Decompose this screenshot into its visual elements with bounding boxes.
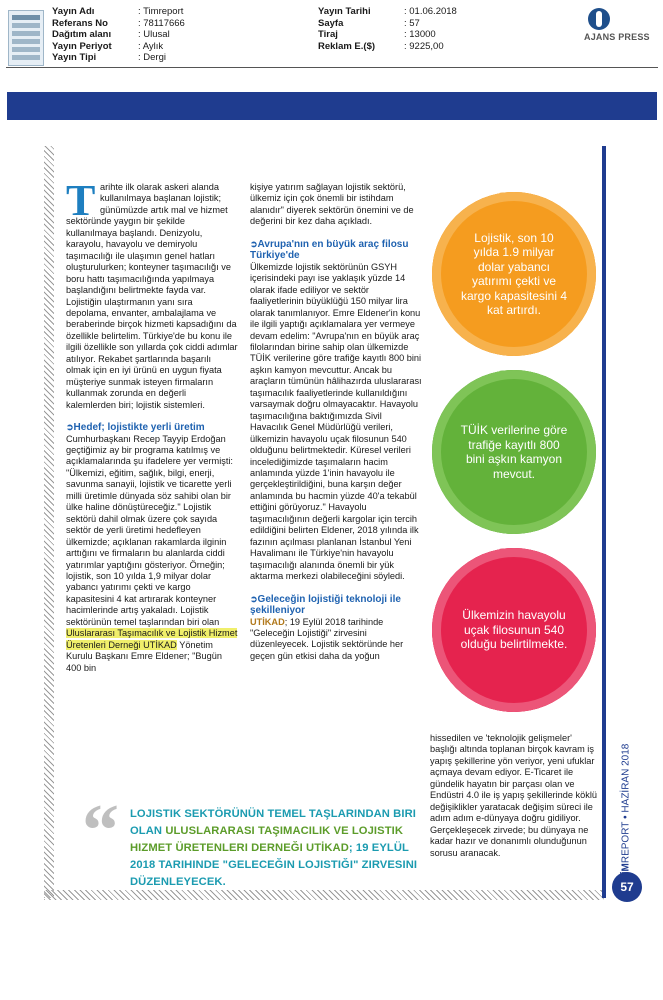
- arrow-circle-icon: ➲: [250, 238, 258, 249]
- paragraph: [250, 262, 422, 583]
- right-frame-bar: [602, 146, 606, 898]
- callout-circle-green: [432, 370, 596, 534]
- meta-row: [318, 18, 457, 30]
- meta-label: Sayfa: [318, 17, 344, 29]
- meta-row: [52, 29, 185, 41]
- callout-circle-orange: [432, 192, 596, 356]
- pull-quote-text: ; 19 EYLÜL 2018 TARIHINDE "GELECEĞIN LOJISTIĞI" ZIRVESINI DÜZENLEYECEK.: [130, 842, 418, 888]
- meta-row: [52, 18, 185, 30]
- article-column-2: [250, 182, 422, 662]
- meta-label: Reklam E.($): [318, 40, 376, 52]
- issue-date: HAZİRAN 2018: [620, 743, 632, 813]
- meta-row: [318, 6, 457, 18]
- article-column-1: [66, 176, 238, 674]
- pull-quote-text: LOJISTIK SEKTÖRÜNÜN TEMEL TAŞLARINDAN BIRI OLAN: [130, 808, 416, 837]
- meta-label: Dağıtım alanı: [52, 29, 112, 40]
- subheading-yerli-uretim: [66, 422, 238, 434]
- subheading-text: Geleceğin lojistiği teknoloji ile şekilleniyor: [250, 593, 401, 616]
- subheading-teknoloji: [250, 594, 422, 617]
- drop-cap: T: [66, 176, 96, 225]
- article-column-3: [430, 733, 598, 859]
- meta-label: Yayın Adı: [52, 6, 95, 17]
- page-top-band: [7, 92, 657, 120]
- paragraph-text: arihte ilk olarak askeri alanda kullanılmaya başlanan lojistik; günümüzde artık mal ve hizmet sektöründe yaygın bir şekilde kullanılmaya başlandı. Denizyolu, karayolu, havayolu ve demiryolu taşımacılığı ile ulaşımın genel hatları oluşturulurken; konteyner taşımacılığı ve boru hattı taşımacılığında yapılmaya başlandığını belirtmekte fayda var. Lojistiğin ulaştırmanın yanı sıra depolama, envanter, ambalajlama ve beraberinde birçok hizmeti kapsadığını da özellikle belirtelim. Türkiye'de bu konu ile ilgili özellikle son yıllarda çok ciddi adımlar atılıyor. Rekabet şartlarında başarılı olmak için en iyi ürünü en uygun fiyata müşteriye sunmak isteyen firmaların kullanmak zorunda en değerli kalemlerden biri; lojistik sistemleri.: [66, 182, 238, 410]
- header-divider: [6, 67, 658, 68]
- pull-quote: [130, 806, 420, 891]
- callout-text: TÜİK verilerine göre trafiğe kayıtlı 800 bini aşkın kamyon mevcut.: [460, 423, 568, 481]
- page-thumbnail: [8, 10, 44, 66]
- paragraph-text: ; 19 Eylül 2018 tarihinde "Geleceğin Lojistiği" zirvesini düzenleyecek. Lojistik sektöründe her geçen gün etkisi daha da yoğun: [250, 616, 404, 661]
- meta-row: [52, 41, 185, 53]
- paragraph: [250, 182, 422, 228]
- meta-label: Tiraj: [318, 29, 338, 40]
- paragraph-text: Yönetim Kurulu Başkanı Emre Eldener; "Bugün 400 bin: [66, 639, 222, 673]
- meta-row: [318, 29, 457, 41]
- publication-meta-right: [318, 6, 457, 52]
- meta-label: Yayın Periyot: [52, 40, 112, 52]
- paragraph-text: Cumhurbaşkanı Recep Tayyip Erdoğan geçtiğimiz ay bir programa katılmış ve açıklamalarında şu ifadelere yer vermişti: "Ülkemizi, eğitim, sağlık, bilgi, enerji, savunma sanayii, lojistik ve ticarette yerli milli üretimle dünyada söz sahibi olan bir ülke haline dönüştüreceğiz." Lojistik sektörü dahil olmak üzere çok sayıda sektör de yerli üretimi hedefleyen ülkemizde; açıklanan rakamlarda ilginin arttığını ve firmaların bu alanlarda ciddi yatırımlar yaptığını gösteriyor. Örneğin; lojistik, son 10 yılda 1,9 milyar dolar yabancı yatırımı çekti ve kargo kapasitesini 4 kat artırarak konteyner hacimlerinde artış yakaladı. Lojistik sektörünün temel taşlarından biri olan: [66, 433, 233, 627]
- callout-circle-red: [432, 548, 596, 712]
- subheading-text: Hedef; lojistikte yerli üretim: [73, 422, 205, 434]
- meta-value: : 57: [404, 17, 420, 29]
- paragraph-text: kişiye yatırım sağlayan lojistik sektörü, ülkemiz için çok önemli bir istihdam alanıdır" diyerek sektörün önemini ve de değerini bir kez daha açıkladı.: [250, 182, 414, 227]
- highlighted-text: Uluslararası Taşımacılık ve Lojistik Hizmet Üretenleri Derneği UTİKAD: [66, 628, 238, 650]
- meta-value: : 13000: [404, 29, 436, 40]
- meta-label: Yayın Tipi: [52, 52, 97, 63]
- folio-text: [621, 744, 632, 881]
- press-clipping-header: [0, 6, 663, 70]
- page-number-badge: 57: [612, 872, 642, 902]
- quote-mark-icon: “: [82, 790, 119, 872]
- folio-separator: •: [620, 812, 632, 822]
- meta-value: : Aylık: [138, 40, 164, 52]
- paragraph: [66, 434, 238, 675]
- meta-value: : 01.06.2018: [404, 6, 457, 17]
- paragraph-text: Ülkemizde lojistik sektörünün GSYH içerisindeki payı ise yaklaşık yüzde 14 olarak ifade ediliyor ve sektör faaliyetlerinin büyüklüğü 150 milyar lira olarak tanımlanıyor. Emre Eldener'in konu ile ilgili yaptığı açıklamalara yer vermeye devam edelim: "Avrupa'nın en büyük araç filolarından birine sahip olan ülkemizde TÜİK verilerine göre trafiğe kayıtlı 800 bini aşkın kamyon mevcuttur. Ancak bu araçların tümünün hâlihazırda uluslararası taşımacılık faaliyetlerinde kullanıldığını varsaymak doğru olmayacaktır. Havayolu taşımacılığına baktığımızda Sivil Havacılık Genel Müdürlüğü verileri, ülkemizin havayolu uçak filosunun 540 olduğunu belirtmektedir. Küresel verileri incelediğimizde taşımaların hacim anlamında yüzde 1'inin havayolu ile gerçekleştirildiğini, buna karşın değer anlamında bu hacmin yüzde 40'a tekabül ettiğini görüyoruz." Havayolu taşımacılığının değerli kargolar için tercih edildiğini belirten Eldener, 2018 yılında ilk fazının açılması planlanan İstanbul Yeni Havalimanı ile Türkiye'nin havayolu taşımacılığı alanında önemli bir yük aktarma merkezi olabileceğini söyledi.: [250, 261, 422, 582]
- meta-value: : Dergi: [138, 52, 166, 63]
- ajans-press-logo: [584, 8, 656, 48]
- paragraph: [430, 733, 598, 859]
- pull-quote-highlight: ULUSLARARASI TAŞIMACILIK VE LOJISTIK HIZMET ÜRETENLERI DERNEĞI UTİKAD: [130, 825, 404, 854]
- logo-icon: [588, 8, 610, 30]
- meta-row: [52, 6, 185, 18]
- subheading-text: Avrupa'nın en büyük araç filosu Türkiye'de: [250, 238, 409, 262]
- brand-report: REPORT: [620, 821, 632, 864]
- left-hatch-border: [44, 146, 54, 898]
- meta-value: : Timreport: [138, 6, 184, 17]
- meta-row: [318, 41, 457, 53]
- callout-text: Lojistik, son 10 yılda 1.9 milyar dolar yabancı yatırımı çekti ve kargo kapasitesini 4 kat artırdı.: [460, 230, 568, 317]
- bottom-hatch-border: [44, 890, 604, 900]
- meta-row: [52, 52, 185, 64]
- callout-text: Ülkemizin havayolu uçak filosunun 540 olduğu belirtilmekte.: [460, 608, 568, 652]
- side-folio: [614, 743, 638, 872]
- meta-value: : Ulusal: [138, 29, 170, 40]
- subheading-arac-filosu: [250, 239, 422, 262]
- logo-text: AJANS PRESS: [584, 32, 650, 42]
- paragraph-text: hissedilen ve 'teknolojik gelişmeler' başlığı altında toplanan birçok kavram iş yapış şekillerine yön veriyor, yeni ufuklar açmaya devam ediyor. E-Ticaret ile gündelik hayatın bir parçası olan ve Endüstri 4.0 ile iş yapış şekillerinde köklü değişiklikler yaratacak değişim süreci ile adım adım e-dünyaya doğru gidiliyor. Gerçekleşecek zirvede; bu dünyaya ne kadar hazır ve donanımlı olunduğunun sorusu aranacak.: [430, 733, 597, 858]
- intro-paragraph: [66, 176, 238, 411]
- arrow-circle-icon: ➲: [250, 593, 258, 604]
- meta-value: : 9225,00: [404, 40, 444, 52]
- publication-meta-left: [52, 6, 185, 64]
- organization-name: UTİKAD: [250, 616, 285, 627]
- meta-value: : 78117666: [138, 17, 185, 29]
- meta-label: Referans No: [52, 17, 108, 29]
- paragraph: [250, 617, 422, 663]
- meta-label: Yayın Tarihi: [318, 6, 371, 17]
- arrow-circle-icon: ➲: [66, 422, 74, 433]
